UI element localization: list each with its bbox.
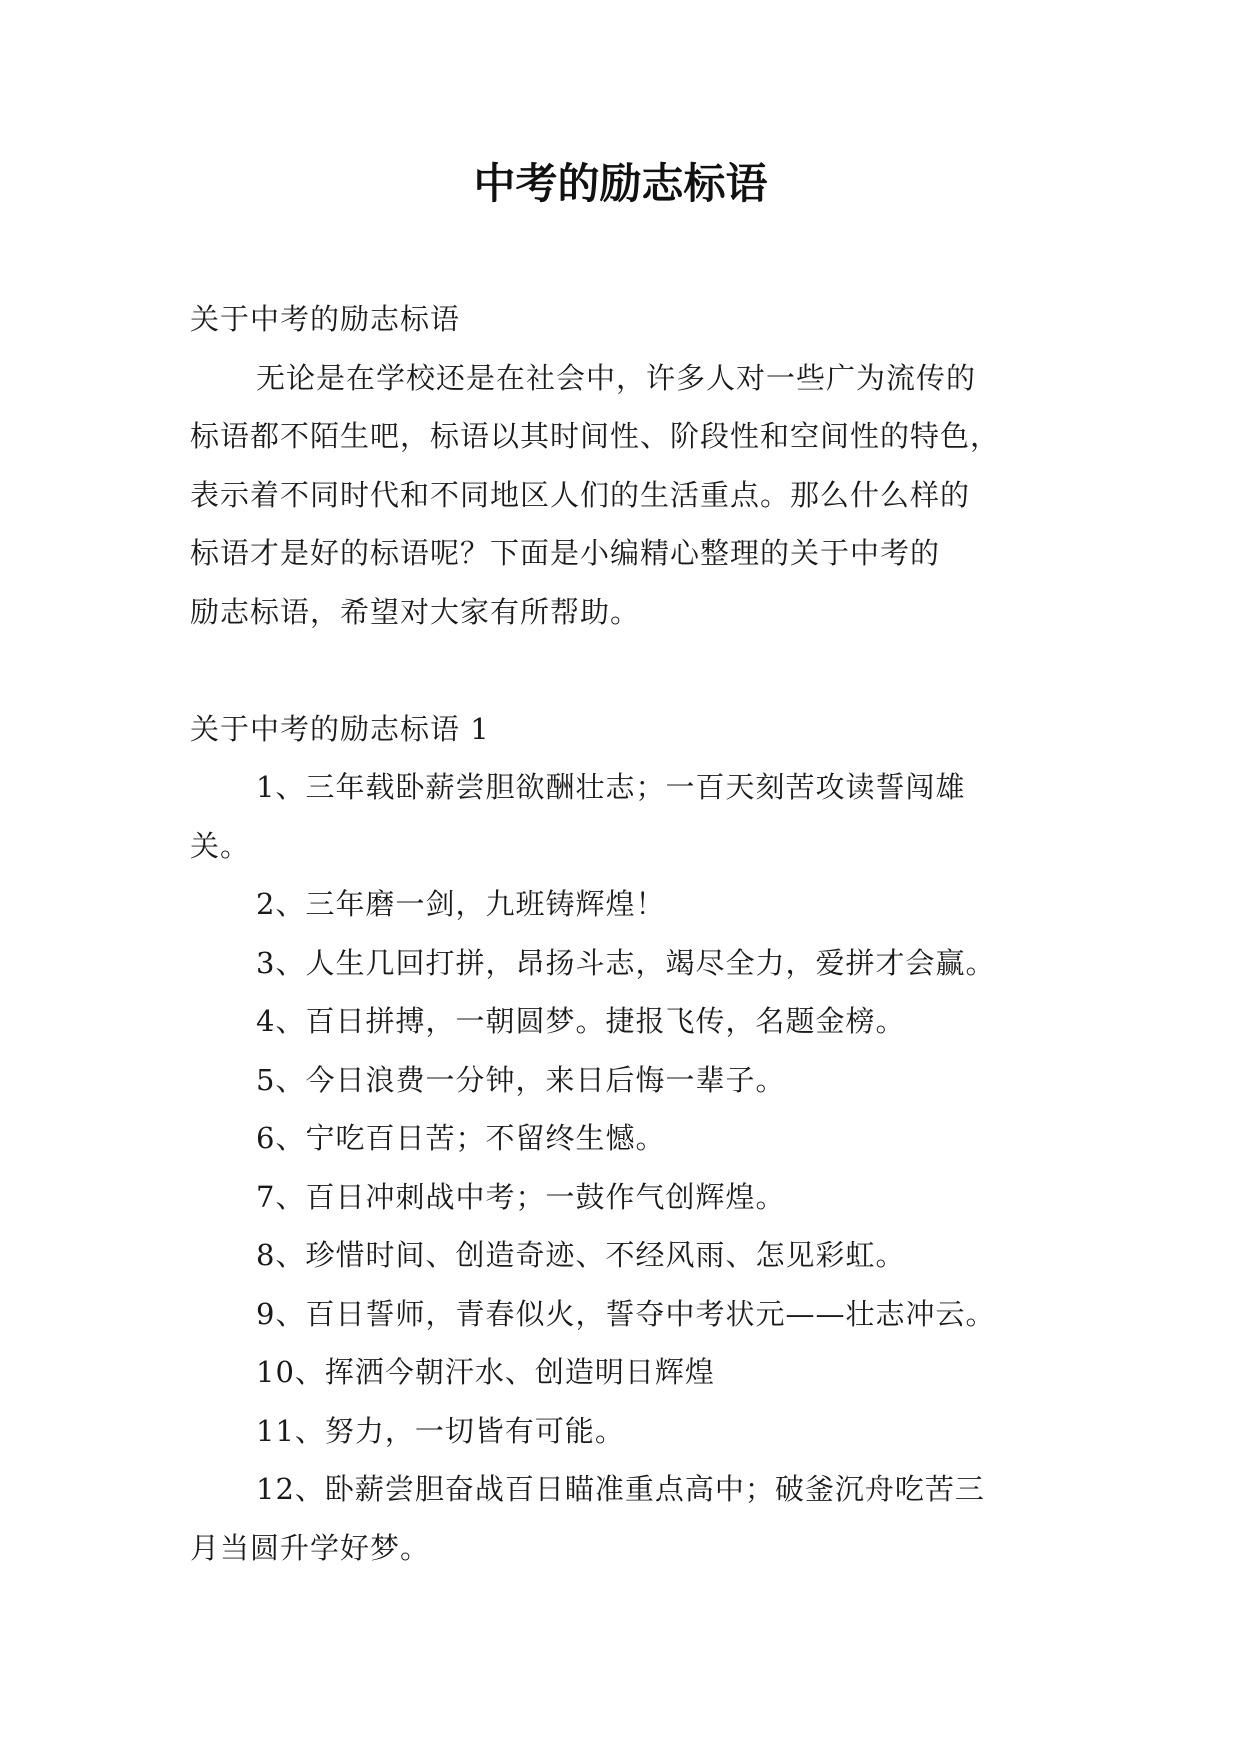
intro-line: 标语都不陌生吧，标语以其时间性、阶段性和空间性的特色，	[190, 419, 1001, 453]
slogan-item-continuation: 关。	[190, 828, 251, 863]
slogan-item-continuation: 月当圆升学好梦。	[190, 1530, 431, 1565]
intro-line: 励志标语，希望对大家有所帮助。	[190, 594, 641, 629]
slogan-item: 11、努力，一切皆有可能。	[256, 1413, 625, 1448]
slogan-item: 5、今日浪费一分钟，来日后悔一辈子。	[256, 1062, 786, 1097]
intro-heading: 关于中考的励志标语	[190, 302, 461, 336]
section-spacer	[190, 641, 1070, 700]
slogan-item: 7、百日冲刺战中考；一鼓作气创辉煌。	[256, 1179, 786, 1214]
intro-line: 标语才是好的标语呢？下面是小编精心整理的关于中考的	[190, 536, 941, 570]
slogan-item: 4、百日拼搏，一朝圆梦。捷报飞传，名题金榜。	[256, 1004, 906, 1038]
slogan-item: 12、卧薪尝胆奋战百日瞄准重点高中；破釜沉舟吃苦三	[256, 1472, 985, 1506]
slogan-item: 1、三年载卧薪尝胆欲酬壮志；一百天刻苦攻读誓闯雄	[256, 770, 966, 804]
document-title: 中考的励志标语	[473, 159, 768, 208]
document-body	[190, 290, 1070, 1577]
slogan-item: 8、珍惜时间、创造奇迹、不经风雨、怎见彩虹。	[256, 1238, 906, 1272]
slogan-item: 6、宁吃百日苦；不留终生憾。	[256, 1121, 666, 1155]
slogan-list	[190, 758, 1070, 1577]
slogan-item: 3、人生几回打拼，昂扬斗志，竭尽全力，爱拼才会赢。	[256, 945, 996, 980]
slogan-item: 10、挥洒今朝汗水、创造明日辉煌	[256, 1355, 715, 1389]
intro-line: 无论是在学校还是在社会中，许多人对一些广为流传的	[256, 360, 977, 395]
intro-line: 表示着不同时代和不同地区人们的生活重点。那么什么样的	[190, 477, 971, 512]
slogan-item: 2、三年磨一剑，九班铸辉煌！	[256, 887, 666, 921]
intro-paragraph	[190, 349, 1070, 642]
slogan-item: 9、百日誓师，青春似火，誓夺中考状元——壮志冲云。	[256, 1296, 996, 1331]
section-heading: 关于中考的励志标语 1	[190, 711, 490, 746]
